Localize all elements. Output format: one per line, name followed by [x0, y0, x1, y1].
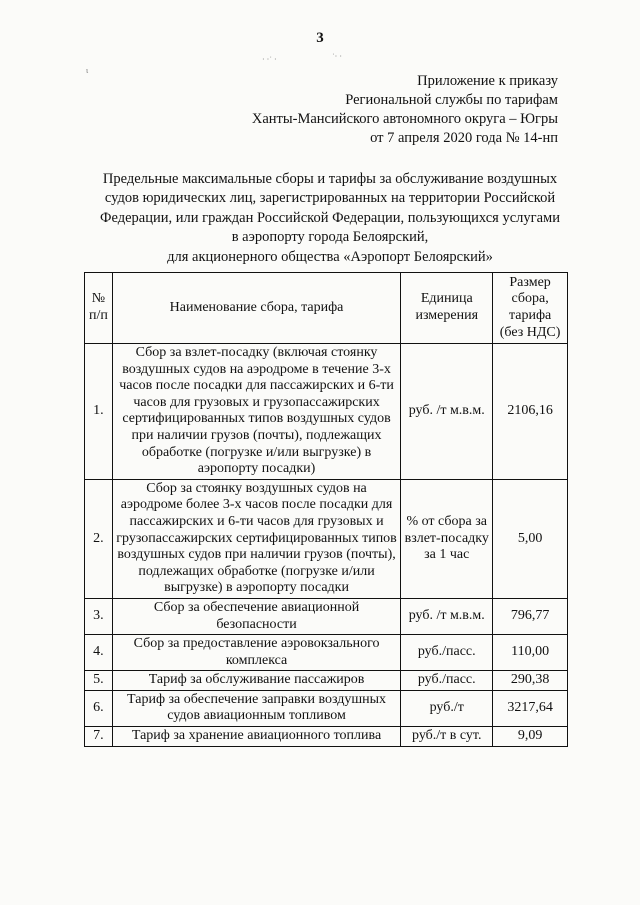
- row-rate: 796,77: [493, 598, 568, 634]
- row-no: 1.: [85, 344, 113, 480]
- row-rate: 110,00: [493, 635, 568, 671]
- row-name: Сбор за стоянку воздушных судов на аэродроме более 3-х часов после посадки для пассажирских и 6-ти часов для грузовых и грузопассажирских сертифицированных типов воздушных судов при наличии грузов (почты), подлежащих обработке (погрузке и/или выгрузке) в аэропорту посадки: [112, 479, 401, 598]
- page-number: 3: [316, 30, 324, 46]
- table-row: [85, 598, 568, 634]
- row-name: Тариф за обслуживание пассажиров: [112, 671, 401, 691]
- row-rate: 9,09: [493, 727, 568, 747]
- row-unit: руб. /т м.в.м.: [401, 344, 493, 480]
- row-no: 6.: [85, 690, 113, 726]
- row-name: Сбор за предоставление аэровокзального комплекса: [112, 635, 401, 671]
- header-unit: Единица измерения: [401, 273, 493, 344]
- table-row: [85, 344, 568, 480]
- row-unit: руб./т в сут.: [401, 727, 493, 747]
- row-no: 2.: [85, 479, 113, 598]
- title-line: для акционерного общества «Аэропорт Белоярский»: [167, 248, 493, 265]
- tariff-table: [84, 272, 568, 747]
- appendix-line: Региональной службы по тарифам: [345, 92, 558, 108]
- row-name: Тариф за хранение авиационного топлива: [112, 727, 401, 747]
- row-no: 4.: [85, 635, 113, 671]
- scan-noise: ˙· ·: [332, 52, 342, 61]
- header-no: № п/п: [85, 273, 113, 344]
- row-unit: руб./пасс.: [401, 671, 493, 691]
- table-row: [85, 671, 568, 691]
- row-unit: руб./т: [401, 690, 493, 726]
- document-title: [70, 170, 590, 267]
- table-row: [85, 690, 568, 726]
- row-unit: % от сбора за взлет-посадку за 1 час: [401, 479, 493, 598]
- header-rate: Размер сбора, тарифа (без НДС): [493, 273, 568, 344]
- row-no: 7.: [85, 727, 113, 747]
- row-no: 3.: [85, 598, 113, 634]
- row-rate: 290,38: [493, 671, 568, 691]
- title-line: судов юридических лиц, зарегистрированных на территории Российской: [104, 190, 556, 207]
- header-name: Наименование сбора, тарифа: [112, 273, 401, 344]
- title-line: Федерации, или граждан Российской Федерации, пользующихся услугами: [100, 209, 560, 226]
- appendix-header: [252, 72, 558, 148]
- row-unit: руб./пасс.: [401, 635, 493, 671]
- row-unit: руб. /т м.в.м.: [401, 598, 493, 634]
- row-no: 5.: [85, 671, 113, 691]
- row-name: Сбор за обеспечение авиационной безопасности: [112, 598, 401, 634]
- appendix-line: от 7 апреля 2020 года № 14-нп: [370, 130, 558, 146]
- table-row: [85, 479, 568, 598]
- title-line: в аэропорту города Белоярский,: [231, 229, 429, 246]
- row-name: Сбор за взлет-посадку (включая стоянку воздушных судов на аэродроме в течение 3-х часов после посадки для пассажирских и 6-ти часов для грузовых и грузопассажирских сертифицированных типов воздушных судов при наличии грузов (почты), подлежащих обработке (погрузке и/или выгрузке) в аэропорту посадки): [112, 344, 401, 480]
- scan-noise: ι: [86, 66, 89, 75]
- scan-noise: · ·˙ ·: [262, 55, 277, 64]
- row-name: Тариф за обеспечение заправки воздушных судов авиационным топливом: [112, 690, 401, 726]
- appendix-line: Ханты-Мансийского автономного округа – Югры: [251, 111, 558, 127]
- row-rate: 3217,64: [493, 690, 568, 726]
- row-rate: 5,00: [493, 479, 568, 598]
- table-row: [85, 727, 568, 747]
- table-row: [85, 635, 568, 671]
- title-line: Предельные максимальные сборы и тарифы за обслуживание воздушных: [102, 171, 558, 187]
- row-rate: 2106,16: [493, 344, 568, 480]
- table-header-row: [85, 273, 568, 344]
- appendix-line: Приложение к приказу: [417, 73, 558, 89]
